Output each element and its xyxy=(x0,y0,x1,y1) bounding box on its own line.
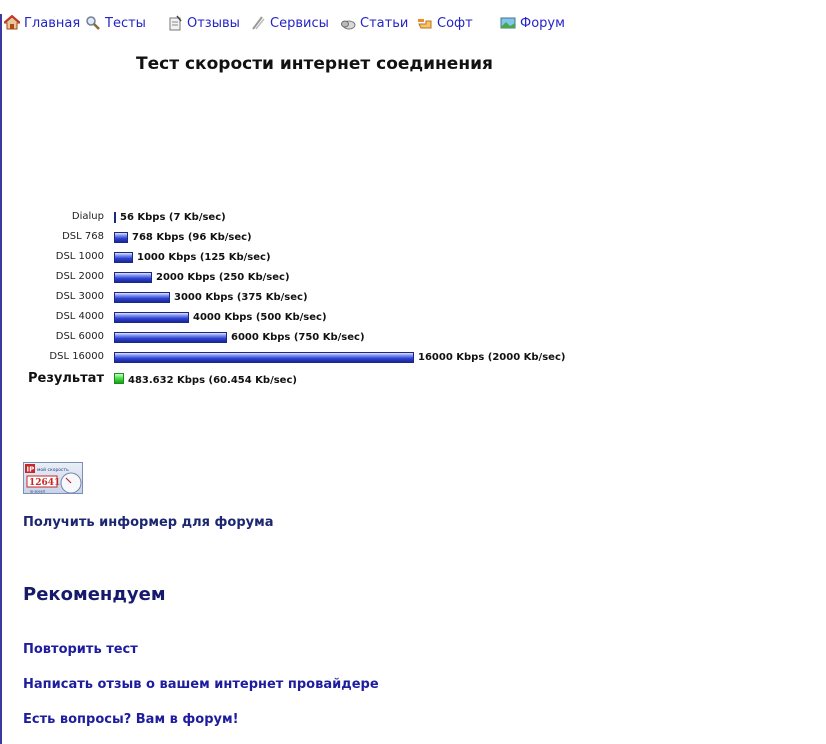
nav-item-tests[interactable] xyxy=(85,13,146,33)
speed-row-label: DSL 16000 xyxy=(49,351,104,362)
notepad-icon xyxy=(167,15,183,31)
speed-row-label: DSL 1000 xyxy=(55,251,104,262)
nav-label: Отзывы xyxy=(187,15,240,31)
nav-item-reviews[interactable] xyxy=(167,13,240,33)
nav-item-forum[interactable] xyxy=(500,13,565,33)
nav-item-services[interactable] xyxy=(250,13,329,33)
speed-row-label: DSL 2000 xyxy=(55,271,104,282)
nav-label: Софт xyxy=(437,15,473,31)
forum-link[interactable]: Есть вопросы? Вам в форум! xyxy=(23,712,239,727)
top-navigation xyxy=(0,13,826,35)
speed-value: 4000 Kbps (500 Kb/sec) xyxy=(193,312,327,323)
result-row xyxy=(0,370,600,390)
speed-bar xyxy=(114,252,133,263)
informer-link[interactable]: Получить информер для форума xyxy=(23,515,274,530)
speed-row-label: Dialup xyxy=(71,211,104,222)
speed-value: 768 Kbps (96 Kb/sec) xyxy=(132,232,252,243)
speed-row-label: DSL 6000 xyxy=(55,331,104,342)
hand-icon xyxy=(417,15,433,31)
result-label: Результат xyxy=(28,371,104,386)
speed-bar xyxy=(114,312,189,323)
result-value: 483.632 Kbps (60.454 Kb/sec) xyxy=(128,375,297,386)
speed-row-label: DSL 768 xyxy=(62,231,104,242)
page-title: Тест скорости интернет соединения xyxy=(136,54,493,74)
speed-row xyxy=(0,348,600,368)
speed-bar xyxy=(114,332,227,343)
nav-label: Форум xyxy=(520,15,565,31)
result-bar xyxy=(114,373,124,384)
speed-row xyxy=(0,248,600,268)
speed-value: 3000 Kbps (375 Kb/sec) xyxy=(174,292,308,303)
speed-bar xyxy=(114,272,152,283)
speed-value: 2000 Kbps (250 Kb/sec) xyxy=(156,272,290,283)
informer-badge-number: 12641 xyxy=(29,478,61,488)
speed-row xyxy=(0,228,600,248)
home-icon xyxy=(4,15,20,31)
speed-row-label: DSL 3000 xyxy=(55,291,104,302)
picture-icon xyxy=(500,15,516,31)
speed-bar xyxy=(114,352,414,363)
magnifier-icon xyxy=(85,15,101,31)
nav-item-articles[interactable] xyxy=(340,13,408,33)
informer-badge-label: IP xyxy=(26,465,35,474)
speed-row-label: DSL 4000 xyxy=(55,311,104,322)
informer-badge-subtitle: мой скорость xyxy=(37,468,69,473)
informer-badge[interactable] xyxy=(23,462,83,494)
nav-item-home[interactable] xyxy=(4,13,80,33)
speed-row xyxy=(0,308,600,328)
speed-value: 6000 Kbps (750 Kb/sec) xyxy=(231,332,365,343)
informer-badge-small: ip-speed xyxy=(30,489,46,494)
speed-row xyxy=(0,288,600,308)
speed-bar xyxy=(114,232,128,243)
recommend-heading: Рекомендуем xyxy=(23,584,166,605)
speed-bar xyxy=(114,212,116,223)
nav-label: Тесты xyxy=(105,15,146,31)
nav-label: Главная xyxy=(24,15,81,31)
speed-bar xyxy=(114,292,170,303)
write-review-link[interactable]: Написать отзыв о вашем интернет провайдере xyxy=(23,677,379,692)
speed-value: 16000 Kbps (2000 Kb/sec) xyxy=(418,352,566,363)
speed-value: 1000 Kbps (125 Kb/sec) xyxy=(137,252,271,263)
nav-label: Статьи xyxy=(360,15,409,31)
nav-item-software[interactable] xyxy=(417,13,473,33)
retry-test-link[interactable]: Повторить тест xyxy=(23,642,138,657)
speed-row xyxy=(0,208,600,228)
speed-row xyxy=(0,268,600,288)
cloud-icon xyxy=(340,15,356,31)
speed-value: 56 Kbps (7 Kb/sec) xyxy=(120,212,226,223)
speed-row xyxy=(0,328,600,348)
nav-label: Сервисы xyxy=(270,15,329,31)
speed-chart xyxy=(0,208,600,398)
pen-icon xyxy=(250,15,266,31)
